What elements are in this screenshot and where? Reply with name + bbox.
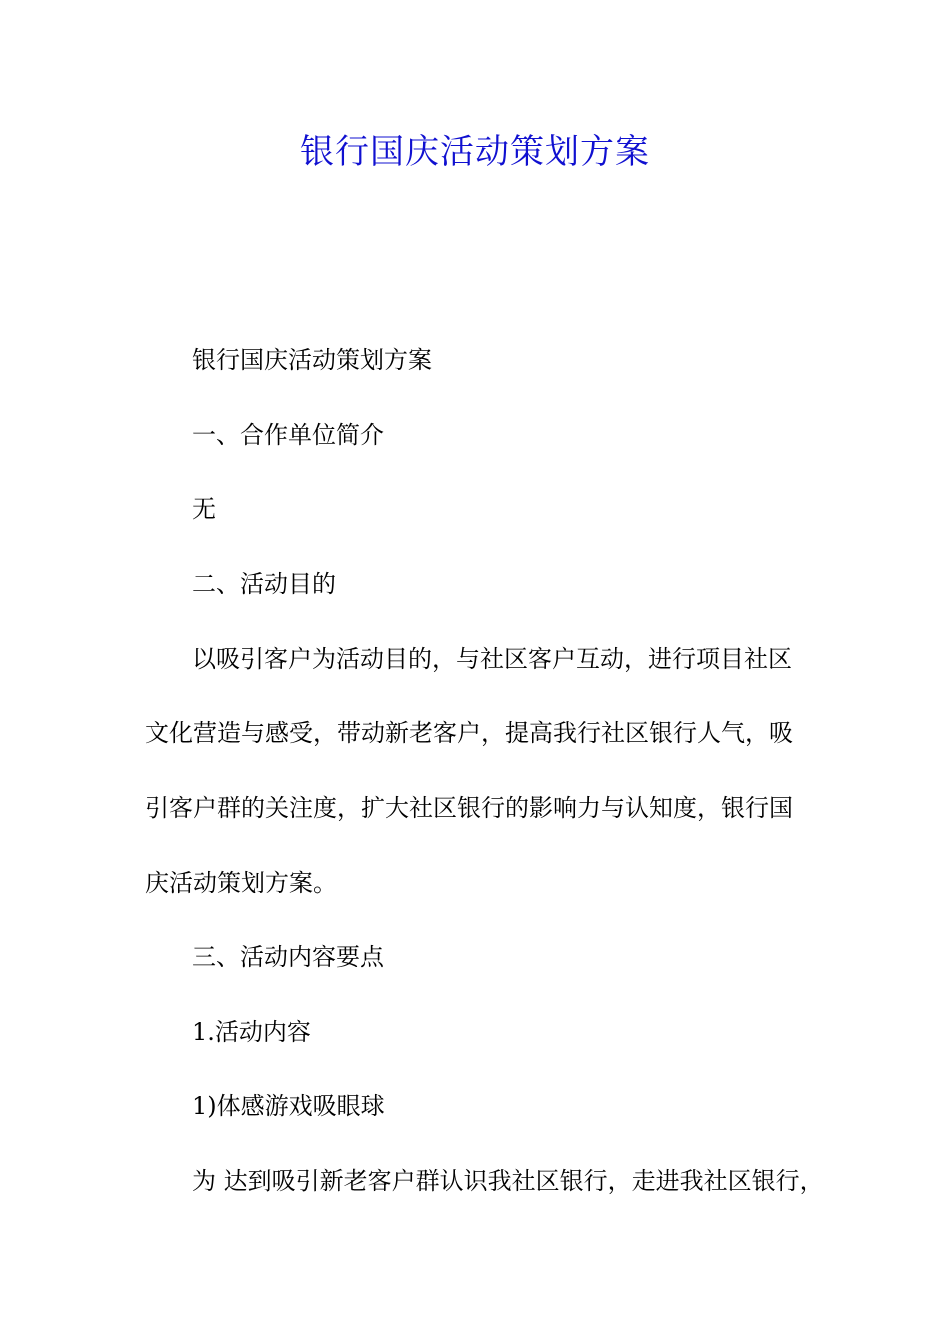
section-2-paragraph-line: 庆活动策划方案。 — [145, 869, 337, 897]
section-2-paragraph-line: 以吸引客户为活动目的，与社区客户互动，进行项目社区 — [192, 645, 792, 673]
section-2-paragraph-line: 文化营造与感受，带动新老客户，提高我行社区银行人气，吸 — [145, 719, 793, 747]
section-2-paragraph-line: 引客户群的关注度，扩大社区银行的影响力与认知度，银行国 — [145, 794, 793, 822]
document-title: 银行国庆活动策划方案 — [300, 132, 650, 172]
item-1-title: 1)体感游戏吸眼球 — [192, 1092, 385, 1120]
section-2-title: 二、活动目的 — [192, 570, 336, 598]
body-heading: 银行国庆活动策划方案 — [192, 346, 432, 374]
item-1-text: 为 达到吸引新老客户群认识我社区银行，走进我社区银行， — [192, 1167, 824, 1195]
subsection-1-title: 1.活动内容 — [192, 1018, 311, 1046]
section-1-title: 一、合作单位简介 — [192, 421, 384, 449]
section-3-title: 三、活动内容要点 — [192, 943, 384, 971]
section-1-text: 无 — [192, 495, 216, 523]
